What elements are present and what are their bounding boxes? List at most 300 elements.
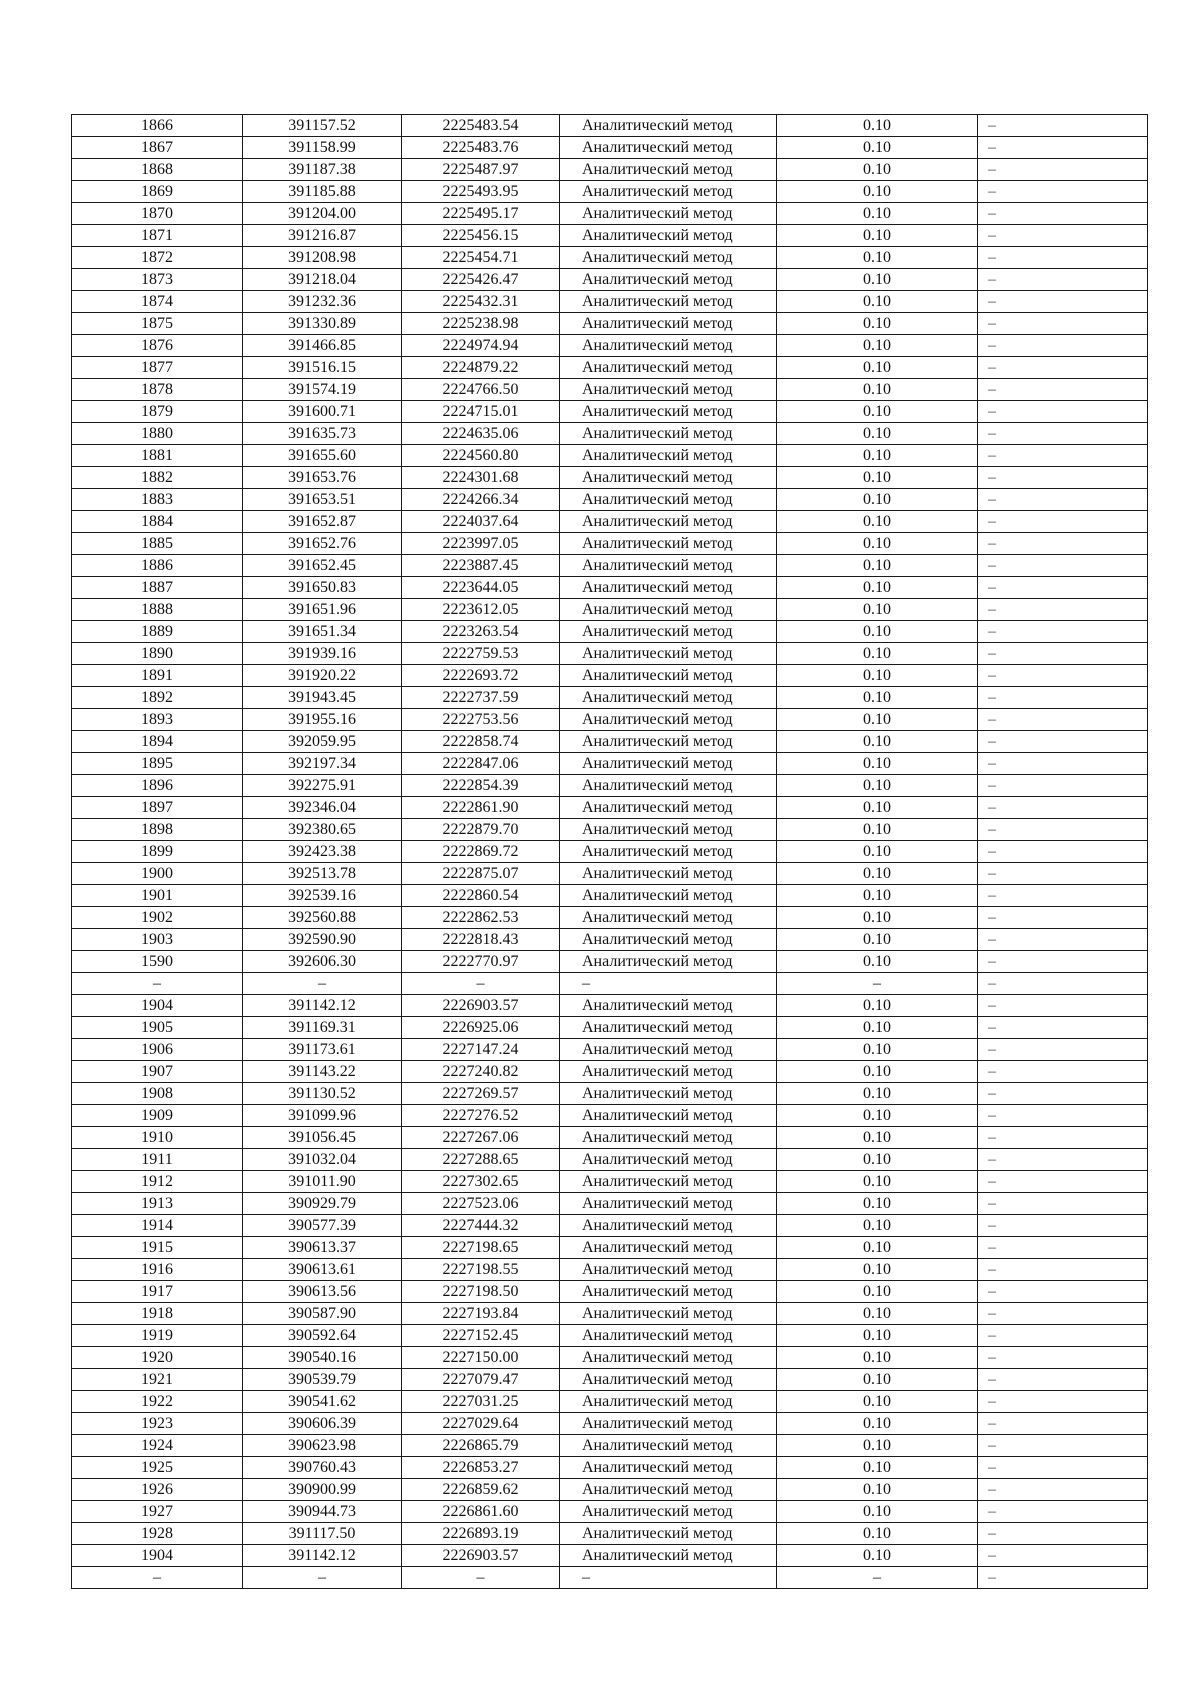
x-coordinate-cell: 390760.43 [243, 1457, 402, 1479]
x-coordinate-cell: 391920.22 [243, 665, 402, 687]
extra-cell: – [978, 1413, 1148, 1435]
point-number-cell: 1924 [72, 1435, 243, 1457]
extra-cell: – [978, 1501, 1148, 1523]
point-number-cell: 1888 [72, 599, 243, 621]
extra-cell: – [978, 1215, 1148, 1237]
x-coordinate-cell: 391157.52 [243, 115, 402, 137]
table-row [72, 1215, 1148, 1237]
table-row [72, 401, 1148, 423]
y-coordinate-cell: 2226859.62 [402, 1479, 560, 1501]
table-row [72, 1193, 1148, 1215]
point-number-cell: 1869 [72, 181, 243, 203]
accuracy-cell: 0.10 [777, 1457, 978, 1479]
accuracy-cell: 0.10 [777, 1193, 978, 1215]
extra-cell: – [978, 951, 1148, 973]
point-number-cell: 1912 [72, 1171, 243, 1193]
extra-cell: – [978, 203, 1148, 225]
method-cell: Аналитический метод [560, 1105, 777, 1127]
table-row [72, 291, 1148, 313]
y-coordinate-cell: 2222759.53 [402, 643, 560, 665]
method-cell: Аналитический метод [560, 1039, 777, 1061]
extra-cell: – [978, 995, 1148, 1017]
method-cell: Аналитический метод [560, 1193, 777, 1215]
method-cell: Аналитический метод [560, 995, 777, 1017]
point-number-cell: 1874 [72, 291, 243, 313]
method-cell: Аналитический метод [560, 1501, 777, 1523]
table-row [72, 1391, 1148, 1413]
point-number-cell: 1892 [72, 687, 243, 709]
method-cell: Аналитический метод [560, 1061, 777, 1083]
accuracy-cell: 0.10 [777, 1105, 978, 1127]
x-coordinate-cell: 391158.99 [243, 137, 402, 159]
method-cell: Аналитический метод [560, 1369, 777, 1391]
extra-cell: – [978, 1237, 1148, 1259]
point-number-cell: 1897 [72, 797, 243, 819]
y-coordinate-cell: 2225493.95 [402, 181, 560, 203]
y-coordinate-cell: 2225483.54 [402, 115, 560, 137]
extra-cell: – [978, 885, 1148, 907]
accuracy-cell: 0.10 [777, 995, 978, 1017]
x-coordinate-cell: 390900.99 [243, 1479, 402, 1501]
table-row [72, 225, 1148, 247]
accuracy-cell: 0.10 [777, 1083, 978, 1105]
method-cell: Аналитический метод [560, 819, 777, 841]
accuracy-cell: 0.10 [777, 577, 978, 599]
y-coordinate-cell: 2222875.07 [402, 863, 560, 885]
x-coordinate-cell: 391099.96 [243, 1105, 402, 1127]
extra-cell: – [978, 1435, 1148, 1457]
point-number-cell: 1873 [72, 269, 243, 291]
method-cell: Аналитический метод [560, 357, 777, 379]
method-cell: Аналитический метод [560, 709, 777, 731]
x-coordinate-cell: 391330.89 [243, 313, 402, 335]
y-coordinate-cell: 2224037.64 [402, 511, 560, 533]
x-coordinate-cell: 390592.64 [243, 1325, 402, 1347]
point-number-cell: 1887 [72, 577, 243, 599]
y-coordinate-cell: 2222858.74 [402, 731, 560, 753]
x-coordinate-cell: 391216.87 [243, 225, 402, 247]
table-row [72, 1259, 1148, 1281]
extra-cell: – [978, 753, 1148, 775]
extra-cell: – [978, 335, 1148, 357]
point-number-cell: 1590 [72, 951, 243, 973]
point-number-cell: 1881 [72, 445, 243, 467]
point-number-cell: 1894 [72, 731, 243, 753]
table-row [72, 907, 1148, 929]
point-number-cell: – [72, 973, 243, 995]
table-row [72, 1061, 1148, 1083]
table-row [72, 995, 1148, 1017]
accuracy-cell: 0.10 [777, 1435, 978, 1457]
table-row [72, 621, 1148, 643]
x-coordinate-cell: 392346.04 [243, 797, 402, 819]
y-coordinate-cell: 2224715.01 [402, 401, 560, 423]
extra-cell: – [978, 1523, 1148, 1545]
extra-cell: – [978, 511, 1148, 533]
method-cell: – [560, 1567, 777, 1589]
accuracy-cell: 0.10 [777, 797, 978, 819]
method-cell: Аналитический метод [560, 863, 777, 885]
method-cell: Аналитический метод [560, 1215, 777, 1237]
x-coordinate-cell: 390577.39 [243, 1215, 402, 1237]
point-number-cell: 1907 [72, 1061, 243, 1083]
y-coordinate-cell: 2223263.54 [402, 621, 560, 643]
accuracy-cell: 0.10 [777, 819, 978, 841]
table-row [72, 1083, 1148, 1105]
y-coordinate-cell: 2222693.72 [402, 665, 560, 687]
y-coordinate-cell: 2227240.82 [402, 1061, 560, 1083]
y-coordinate-cell: 2226893.19 [402, 1523, 560, 1545]
x-coordinate-cell: 391635.73 [243, 423, 402, 445]
extra-cell: – [978, 687, 1148, 709]
extra-cell: – [978, 621, 1148, 643]
x-coordinate-cell: 391650.83 [243, 577, 402, 599]
y-coordinate-cell: 2227147.24 [402, 1039, 560, 1061]
accuracy-cell: 0.10 [777, 1391, 978, 1413]
extra-cell: – [978, 1039, 1148, 1061]
method-cell: Аналитический метод [560, 137, 777, 159]
method-cell: Аналитический метод [560, 1523, 777, 1545]
y-coordinate-cell: 2222879.70 [402, 819, 560, 841]
table-row [72, 159, 1148, 181]
y-coordinate-cell: 2223612.05 [402, 599, 560, 621]
table-row [72, 1237, 1148, 1259]
table-row [72, 1479, 1148, 1501]
accuracy-cell: 0.10 [777, 775, 978, 797]
table-row [72, 929, 1148, 951]
point-number-cell: 1926 [72, 1479, 243, 1501]
y-coordinate-cell: 2227269.57 [402, 1083, 560, 1105]
method-cell: Аналитический метод [560, 1259, 777, 1281]
y-coordinate-cell: 2222861.90 [402, 797, 560, 819]
accuracy-cell: 0.10 [777, 137, 978, 159]
y-coordinate-cell: 2227198.55 [402, 1259, 560, 1281]
y-coordinate-cell: 2222753.56 [402, 709, 560, 731]
accuracy-cell: 0.10 [777, 159, 978, 181]
y-coordinate-cell: 2225454.71 [402, 247, 560, 269]
point-number-cell: 1920 [72, 1347, 243, 1369]
y-coordinate-cell: 2223997.05 [402, 533, 560, 555]
table-row [72, 863, 1148, 885]
method-cell: Аналитический метод [560, 115, 777, 137]
accuracy-cell: 0.10 [777, 203, 978, 225]
x-coordinate-cell: 391652.45 [243, 555, 402, 577]
point-number-cell: 1879 [72, 401, 243, 423]
method-cell: Аналитический метод [560, 929, 777, 951]
table-row [72, 1567, 1148, 1589]
extra-cell: – [978, 555, 1148, 577]
point-number-cell: 1904 [72, 1545, 243, 1567]
extra-cell: – [978, 269, 1148, 291]
extra-cell: – [978, 709, 1148, 731]
y-coordinate-cell: 2225238.98 [402, 313, 560, 335]
table-row [72, 731, 1148, 753]
method-cell: Аналитический метод [560, 489, 777, 511]
accuracy-cell: 0.10 [777, 841, 978, 863]
method-cell: Аналитический метод [560, 181, 777, 203]
y-coordinate-cell: 2224560.80 [402, 445, 560, 467]
method-cell: Аналитический метод [560, 1127, 777, 1149]
method-cell: Аналитический метод [560, 1413, 777, 1435]
table-row [72, 973, 1148, 995]
accuracy-cell: 0.10 [777, 401, 978, 423]
table-row [72, 841, 1148, 863]
y-coordinate-cell: – [402, 1567, 560, 1589]
y-coordinate-cell: 2227302.65 [402, 1171, 560, 1193]
method-cell: Аналитический метод [560, 313, 777, 335]
extra-cell: – [978, 1171, 1148, 1193]
table-row [72, 181, 1148, 203]
table-row [72, 533, 1148, 555]
table-row [72, 1105, 1148, 1127]
x-coordinate-cell: 391169.31 [243, 1017, 402, 1039]
x-coordinate-cell: 391117.50 [243, 1523, 402, 1545]
accuracy-cell: 0.10 [777, 1501, 978, 1523]
accuracy-cell: 0.10 [777, 335, 978, 357]
table-row [72, 1457, 1148, 1479]
extra-cell: – [978, 973, 1148, 995]
extra-cell: – [978, 137, 1148, 159]
point-number-cell: 1910 [72, 1127, 243, 1149]
method-cell: Аналитический метод [560, 841, 777, 863]
accuracy-cell: 0.10 [777, 1545, 978, 1567]
point-number-cell: 1891 [72, 665, 243, 687]
accuracy-cell: 0.10 [777, 1237, 978, 1259]
table-row [72, 643, 1148, 665]
table-row [72, 1017, 1148, 1039]
extra-cell: – [978, 1281, 1148, 1303]
extra-cell: – [978, 423, 1148, 445]
extra-cell: – [978, 489, 1148, 511]
y-coordinate-cell: 2224974.94 [402, 335, 560, 357]
table-row [72, 1523, 1148, 1545]
point-number-cell: 1870 [72, 203, 243, 225]
method-cell: Аналитический метод [560, 335, 777, 357]
coordinates-table-body [72, 115, 1148, 1589]
point-number-cell: 1872 [72, 247, 243, 269]
table-row [72, 247, 1148, 269]
table-row [72, 423, 1148, 445]
x-coordinate-cell: 392423.38 [243, 841, 402, 863]
extra-cell: – [978, 929, 1148, 951]
x-coordinate-cell: 391142.12 [243, 995, 402, 1017]
method-cell: Аналитический метод [560, 643, 777, 665]
accuracy-cell: 0.10 [777, 687, 978, 709]
y-coordinate-cell: 2227079.47 [402, 1369, 560, 1391]
table-row [72, 445, 1148, 467]
extra-cell: – [978, 1149, 1148, 1171]
extra-cell: – [978, 775, 1148, 797]
y-coordinate-cell: 2225483.76 [402, 137, 560, 159]
accuracy-cell: 0.10 [777, 423, 978, 445]
accuracy-cell: 0.10 [777, 731, 978, 753]
x-coordinate-cell: 391939.16 [243, 643, 402, 665]
table-row [72, 1545, 1148, 1567]
accuracy-cell: 0.10 [777, 1149, 978, 1171]
extra-cell: – [978, 665, 1148, 687]
accuracy-cell: 0.10 [777, 313, 978, 335]
method-cell: Аналитический метод [560, 1435, 777, 1457]
x-coordinate-cell: 392275.91 [243, 775, 402, 797]
y-coordinate-cell: 2227031.25 [402, 1391, 560, 1413]
x-coordinate-cell: 392197.34 [243, 753, 402, 775]
extra-cell: – [978, 291, 1148, 313]
accuracy-cell: 0.10 [777, 1061, 978, 1083]
table-row [72, 335, 1148, 357]
x-coordinate-cell: 391056.45 [243, 1127, 402, 1149]
extra-cell: – [978, 313, 1148, 335]
accuracy-cell: 0.10 [777, 489, 978, 511]
x-coordinate-cell: 392606.30 [243, 951, 402, 973]
table-row [72, 137, 1148, 159]
x-coordinate-cell: 391655.60 [243, 445, 402, 467]
method-cell: Аналитический метод [560, 907, 777, 929]
accuracy-cell: 0.10 [777, 863, 978, 885]
x-coordinate-cell: 392590.90 [243, 929, 402, 951]
x-coordinate-cell: 391600.71 [243, 401, 402, 423]
accuracy-cell: 0.10 [777, 1281, 978, 1303]
table-row [72, 555, 1148, 577]
accuracy-cell: 0.10 [777, 1369, 978, 1391]
method-cell: Аналитический метод [560, 247, 777, 269]
x-coordinate-cell: 391955.16 [243, 709, 402, 731]
x-coordinate-cell: 391032.04 [243, 1149, 402, 1171]
point-number-cell: 1901 [72, 885, 243, 907]
table-row [72, 951, 1148, 973]
y-coordinate-cell: 2224301.68 [402, 467, 560, 489]
x-coordinate-cell: 391187.38 [243, 159, 402, 181]
y-coordinate-cell: 2226903.57 [402, 1545, 560, 1567]
accuracy-cell: 0.10 [777, 467, 978, 489]
x-coordinate-cell: 391204.00 [243, 203, 402, 225]
method-cell: Аналитический метод [560, 269, 777, 291]
point-number-cell: 1898 [72, 819, 243, 841]
point-number-cell: 1896 [72, 775, 243, 797]
point-number-cell: 1883 [72, 489, 243, 511]
point-number-cell: 1928 [72, 1523, 243, 1545]
table-row [72, 1413, 1148, 1435]
method-cell: Аналитический метод [560, 621, 777, 643]
table-row [72, 1171, 1148, 1193]
method-cell: Аналитический метод [560, 379, 777, 401]
y-coordinate-cell: 2227152.45 [402, 1325, 560, 1347]
point-number-cell: 1919 [72, 1325, 243, 1347]
extra-cell: – [978, 1457, 1148, 1479]
method-cell: Аналитический метод [560, 687, 777, 709]
x-coordinate-cell: 390613.37 [243, 1237, 402, 1259]
table-row [72, 1149, 1148, 1171]
point-number-cell: 1867 [72, 137, 243, 159]
extra-cell: – [978, 1259, 1148, 1281]
accuracy-cell: 0.10 [777, 291, 978, 313]
table-row [72, 203, 1148, 225]
accuracy-cell: 0.10 [777, 269, 978, 291]
table-row [72, 577, 1148, 599]
accuracy-cell: 0.10 [777, 1215, 978, 1237]
method-cell: Аналитический метод [560, 665, 777, 687]
y-coordinate-cell: 2222862.53 [402, 907, 560, 929]
x-coordinate-cell: 391130.52 [243, 1083, 402, 1105]
method-cell: Аналитический метод [560, 1347, 777, 1369]
method-cell: Аналитический метод [560, 401, 777, 423]
method-cell: Аналитический метод [560, 1171, 777, 1193]
y-coordinate-cell: 2223887.45 [402, 555, 560, 577]
extra-cell: – [978, 577, 1148, 599]
method-cell: Аналитический метод [560, 1479, 777, 1501]
point-number-cell: 1893 [72, 709, 243, 731]
y-coordinate-cell: 2227267.06 [402, 1127, 560, 1149]
y-coordinate-cell: 2223644.05 [402, 577, 560, 599]
x-coordinate-cell: 390623.98 [243, 1435, 402, 1457]
x-coordinate-cell: 392539.16 [243, 885, 402, 907]
x-coordinate-cell: 391574.19 [243, 379, 402, 401]
point-number-cell: 1909 [72, 1105, 243, 1127]
method-cell: Аналитический метод [560, 511, 777, 533]
accuracy-cell: 0.10 [777, 225, 978, 247]
x-coordinate-cell: 391232.36 [243, 291, 402, 313]
y-coordinate-cell: 2227029.64 [402, 1413, 560, 1435]
y-coordinate-cell: 2224635.06 [402, 423, 560, 445]
point-number-cell: 1911 [72, 1149, 243, 1171]
extra-cell: – [978, 797, 1148, 819]
method-cell: – [560, 973, 777, 995]
x-coordinate-cell: 390539.79 [243, 1369, 402, 1391]
point-number-cell: 1882 [72, 467, 243, 489]
accuracy-cell: 0.10 [777, 1127, 978, 1149]
x-coordinate-cell: 392513.78 [243, 863, 402, 885]
table-row [72, 1435, 1148, 1457]
extra-cell: – [978, 599, 1148, 621]
point-number-cell: – [72, 1567, 243, 1589]
y-coordinate-cell: – [402, 973, 560, 995]
extra-cell: – [978, 1391, 1148, 1413]
extra-cell: – [978, 907, 1148, 929]
point-number-cell: 1905 [72, 1017, 243, 1039]
accuracy-cell: 0.10 [777, 379, 978, 401]
table-row [72, 665, 1148, 687]
accuracy-cell: 0.10 [777, 181, 978, 203]
method-cell: Аналитический метод [560, 797, 777, 819]
y-coordinate-cell: 2225456.15 [402, 225, 560, 247]
table-row [72, 599, 1148, 621]
y-coordinate-cell: 2225495.17 [402, 203, 560, 225]
table-row [72, 687, 1148, 709]
point-number-cell: 1908 [72, 1083, 243, 1105]
extra-cell: – [978, 643, 1148, 665]
accuracy-cell: 0.10 [777, 907, 978, 929]
point-number-cell: 1880 [72, 423, 243, 445]
table-row [72, 1369, 1148, 1391]
accuracy-cell: 0.10 [777, 555, 978, 577]
point-number-cell: 1903 [72, 929, 243, 951]
accuracy-cell: 0.10 [777, 533, 978, 555]
extra-cell: – [978, 1303, 1148, 1325]
extra-cell: – [978, 731, 1148, 753]
method-cell: Аналитический метод [560, 775, 777, 797]
point-number-cell: 1914 [72, 1215, 243, 1237]
y-coordinate-cell: 2225432.31 [402, 291, 560, 313]
x-coordinate-cell: 391208.98 [243, 247, 402, 269]
accuracy-cell: 0.10 [777, 1171, 978, 1193]
method-cell: Аналитический метод [560, 1149, 777, 1171]
extra-cell: – [978, 1127, 1148, 1149]
extra-cell: – [978, 159, 1148, 181]
x-coordinate-cell: 390613.56 [243, 1281, 402, 1303]
accuracy-cell: – [777, 973, 978, 995]
table-row [72, 797, 1148, 819]
point-number-cell: 1876 [72, 335, 243, 357]
point-number-cell: 1899 [72, 841, 243, 863]
